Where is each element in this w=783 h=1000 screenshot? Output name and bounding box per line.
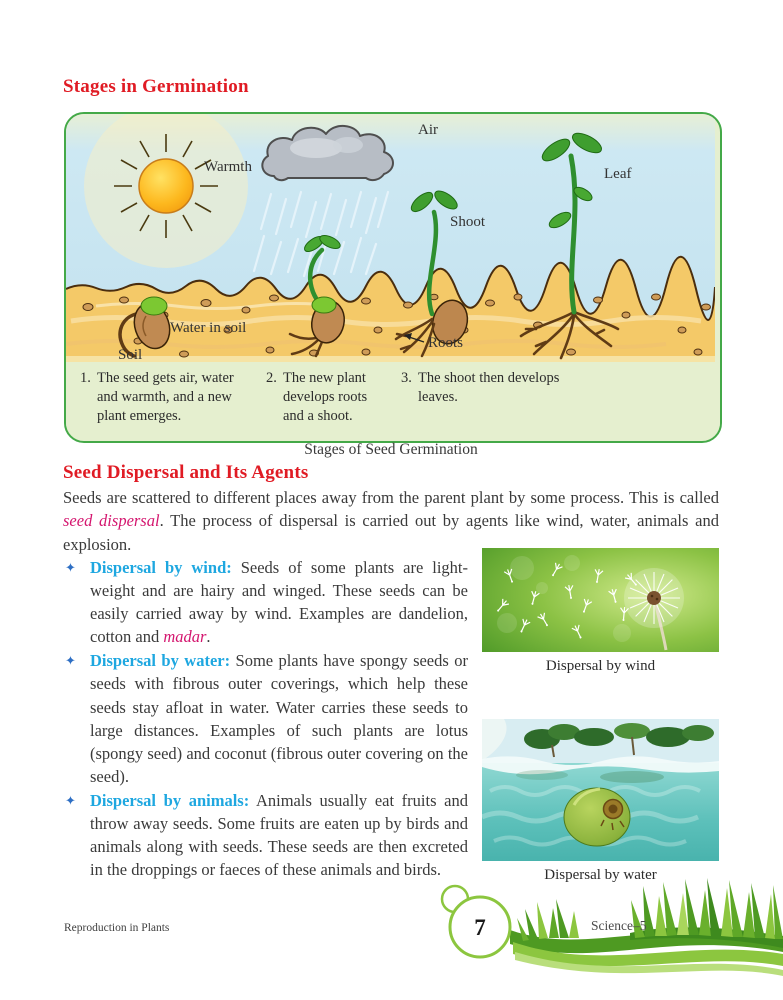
step-text: The shoot then develops leaves. [418, 370, 560, 406]
bullet-label: Dispersal by water: [90, 651, 231, 671]
footer-chapter-title: Reproduction in Plants [64, 922, 170, 934]
intro-emphasis: seed dispersal [63, 511, 160, 531]
grass-blades-left [517, 899, 579, 941]
bullet-label: Dispersal by wind: [90, 558, 232, 577]
step-number: 3. [401, 370, 412, 386]
label-shoot: Shoot [450, 214, 486, 230]
label-water-in-soil: Water in soil [170, 320, 247, 336]
germination-illustration [66, 114, 715, 362]
bullet-label: Dispersal by animals: [90, 790, 250, 810]
dispersal-figures [482, 548, 719, 884]
step-number: 1. [80, 370, 91, 386]
germination-steps [66, 362, 720, 426]
figure-dispersal-by-wind [482, 548, 719, 675]
step-number: 2. [266, 370, 277, 386]
label-roots: Roots [428, 335, 464, 351]
germination-diagram [64, 112, 722, 443]
footer-book-title: Science–5 [591, 918, 647, 933]
bullet-text: Seeds of some plants are light-weight and are hairy and winged. These seeds can be easily carried away by wind. Examples are dandelion, cotton and [90, 558, 469, 647]
bullet-emphasis: madar [163, 627, 207, 647]
section-title-germination: Stages in Germination [63, 76, 249, 97]
footer-decoration [435, 878, 783, 1000]
step-text: The seed gets air, water and warmth, and a new plant emerges. [97, 370, 234, 425]
coconut [564, 788, 630, 846]
bullet-dispersal-by-water [63, 649, 468, 788]
coconut-photo [482, 719, 719, 861]
dandelion-photo [482, 548, 719, 652]
label-leaf: Leaf [604, 166, 632, 182]
label-air: Air [418, 122, 438, 138]
bullet-text: Some plants have spongy seeds or seeds with fibrous outer coverings, which help these seeds stay afloat in water. Water carries these seeds to large distances. Examples of such plants are lotus (spongy seed) and coconut (fibrous outer covering on the seed). [90, 651, 468, 786]
intro-text: Seeds are scattered to different places away from the parent plant by some process. This is called [63, 488, 719, 507]
page-number-badge [442, 886, 510, 957]
section-title-dispersal: Seed Dispersal and Its Agents [63, 462, 309, 483]
footer-grass-art [435, 878, 783, 1000]
dispersal-bullets [63, 548, 468, 884]
diamond-bullet-icon: ✦ [65, 560, 76, 575]
label-warmth: Warmth [204, 159, 252, 175]
bullet-text: Animals usually eat fruits and throw away seeds. Some fruits are eaten up by birds and animals along with seeds. These seeds are then excreted in the droppings or faeces of these animals and birds. [90, 790, 468, 880]
intro-text: . The process of dispersal is carried out by agents like wind, water, animals and explosion. [63, 511, 720, 554]
dispersal-content [63, 548, 719, 884]
label-soil: Soil [118, 347, 143, 362]
bullet-dispersal-by-wind [63, 556, 468, 648]
figure-caption-water: Dispersal by water [544, 867, 657, 883]
figure-dispersal-by-water [482, 719, 719, 884]
diamond-bullet-icon: ✦ [65, 792, 76, 808]
germination-step-1 [80, 369, 252, 426]
germination-step-3 [401, 369, 571, 426]
diagram-caption: Stages of Seed Germination [304, 441, 478, 458]
bullet-dispersal-by-animals [63, 789, 468, 881]
germination-step-2 [266, 369, 388, 426]
dispersal-intro-paragraph [63, 486, 719, 556]
bullet-text: . [206, 627, 211, 647]
step-text: The new plant develops roots and a shoot. [283, 370, 368, 425]
diamond-bullet-icon: ✦ [65, 653, 76, 669]
page-number: 7 [474, 915, 486, 940]
figure-caption-wind: Dispersal by wind [545, 658, 656, 674]
